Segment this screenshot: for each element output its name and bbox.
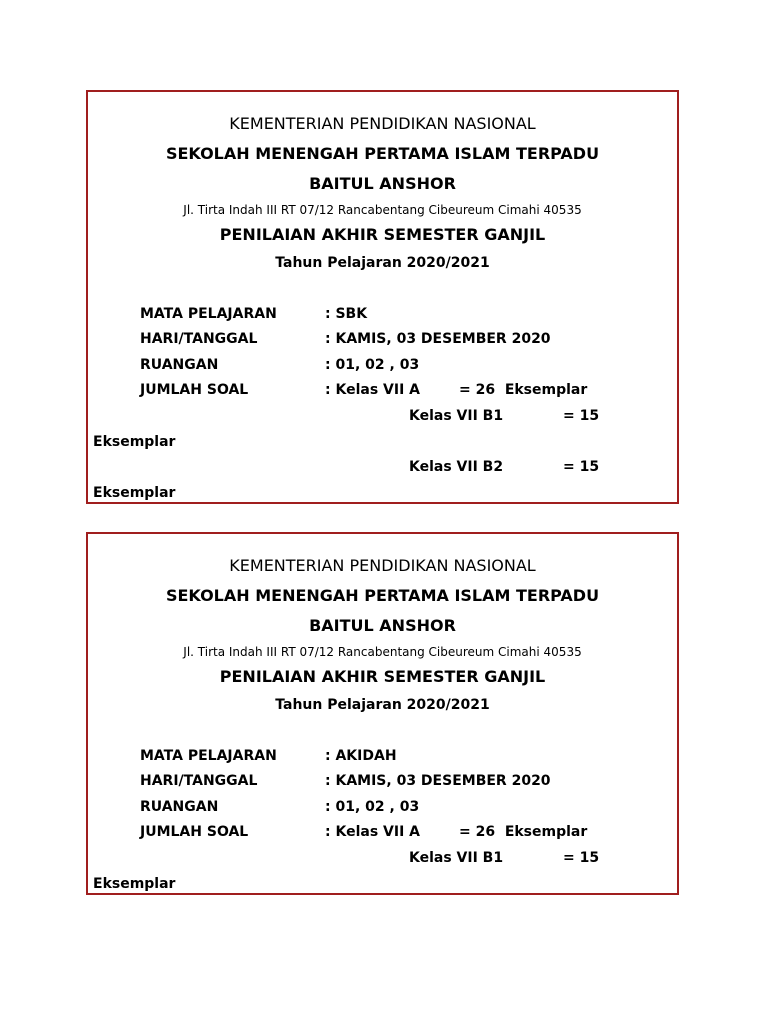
question-count-label: JUMLAH SOAL [140,824,249,840]
subject-value: : AKIDAH [325,748,397,764]
question-count-class-a: : Kelas VII A = 26 Eksemplar [325,824,588,840]
date-value: : KAMIS, 03 DESEMBER 2020 [325,773,551,789]
subject-value: : SBK [325,306,368,322]
exam-title: PENILAIAN AKHIR SEMESTER GANJIL [219,225,546,244]
school-name-line1: SEKOLAH MENENGAH PERTAMA ISLAM TERPADU [165,586,600,605]
room-value: : 01, 02 , 03 [325,799,420,815]
school-name-line2: BAITUL ANSHOR [309,616,456,635]
date-label: HARI/TANGGAL [140,331,258,347]
school-address: Jl. Tirta Indah III RT 07/12 Rancabentang Cibeureum Cimahi 40535 [183,203,582,217]
room-label: RUANGAN [140,357,219,373]
school-name-line1: SEKOLAH MENENGAH PERTAMA ISLAM TERPADU [165,144,600,163]
school-year: Tahun Pelajaran 2020/2021 [275,255,490,271]
question-count-label: JUMLAH SOAL [140,382,249,398]
class-b1-unit: Eksemplar [93,876,176,892]
question-count-class-a: : Kelas VII A = 26 Eksemplar [325,382,588,398]
school-address: Jl. Tirta Indah III RT 07/12 Rancabentang Cibeureum Cimahi 40535 [183,645,582,659]
class-b2-count: = 15 [563,459,600,475]
class-b1-unit: Eksemplar [93,434,176,450]
subject-label: MATA PELAJARAN [140,306,277,322]
class-b2-unit: Eksemplar [93,485,176,501]
ministry-name: KEMENTERIAN PENDIDIKAN NASIONAL [229,556,536,575]
class-b1-count: = 15 [563,850,600,866]
subject-label: MATA PELAJARAN [140,748,277,764]
class-b2-name: Kelas VII B2 [409,459,504,475]
room-value: : 01, 02 , 03 [325,357,420,373]
exam-label-card-akidah [86,532,679,895]
date-label: HARI/TANGGAL [140,773,258,789]
exam-title: PENILAIAN AKHIR SEMESTER GANJIL [219,667,546,686]
date-value: : KAMIS, 03 DESEMBER 2020 [325,331,551,347]
school-name-line2: BAITUL ANSHOR [309,174,456,193]
class-b1-name: Kelas VII B1 [409,408,504,424]
ministry-name: KEMENTERIAN PENDIDIKAN NASIONAL [229,114,536,133]
exam-label-card-sbk [86,90,679,504]
room-label: RUANGAN [140,799,219,815]
class-b1-name: Kelas VII B1 [409,850,504,866]
school-year: Tahun Pelajaran 2020/2021 [275,697,490,713]
class-b1-count: = 15 [563,408,600,424]
